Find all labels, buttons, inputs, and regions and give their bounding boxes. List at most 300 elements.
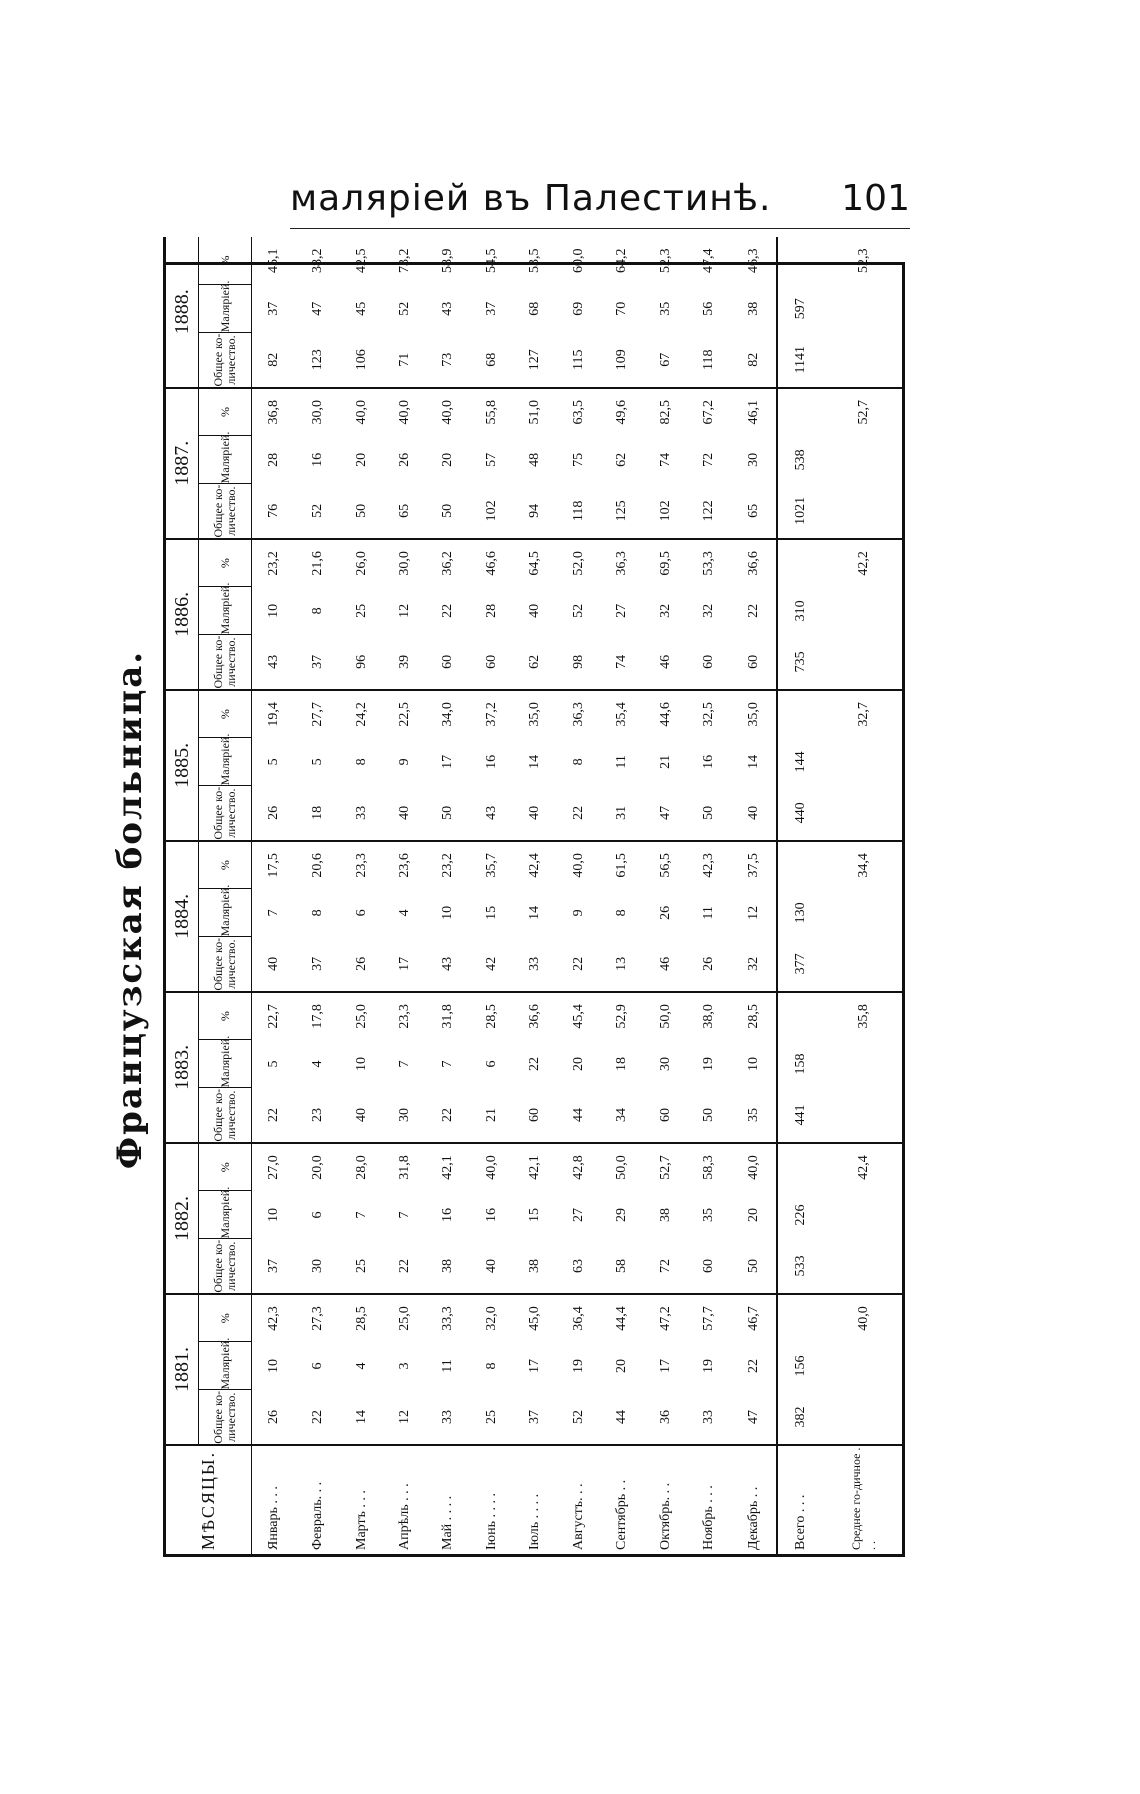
total-count-header: Общее ко-личество.: [199, 635, 252, 690]
total-count-cell: 25: [470, 1390, 513, 1445]
malaria-count-header: Малярiей.: [199, 889, 252, 937]
total-count-cell: 382: [777, 1390, 823, 1445]
percent-cell: 31,8: [440, 1004, 456, 1029]
subheader-row: [199, 237, 252, 1556]
malaria-count-cell: 35: [701, 1207, 717, 1222]
percent-cell: 28,5: [353, 1306, 369, 1331]
year-header: 1887.: [165, 388, 199, 539]
percent-cell: 60,0: [570, 248, 586, 274]
total-count-cell: 102: [470, 484, 513, 539]
malaria-count-header: Малярiей.: [199, 1342, 252, 1390]
malaria-count-cell: 16: [701, 754, 717, 769]
total-count-cell: 735: [777, 635, 823, 690]
malaria-total-cell: 597: [777, 285, 823, 333]
total-count-header: Общее ко-личество.: [199, 333, 252, 388]
percent-cell: 38,2: [310, 248, 326, 274]
average-label: Среднее го-дичное . . .: [849, 1447, 879, 1550]
empty-cell: [823, 635, 905, 690]
malaria-count-header: Малярiей.: [199, 285, 252, 333]
empty-cell: [777, 388, 823, 436]
percent-cell: 42,3: [701, 853, 717, 878]
total-count-cell: 96: [340, 635, 383, 690]
total-count-cell: 62: [514, 635, 557, 690]
total-count-header: Общее ко-личество.: [199, 484, 252, 539]
percent-cell: 50,0: [657, 1004, 673, 1029]
percent-cell: 30,0: [397, 551, 412, 576]
percent-cell: 73,2: [397, 248, 412, 274]
total-count-cell: 58: [601, 1239, 644, 1294]
percent-cell: 42,1: [527, 1155, 543, 1180]
malaria-statistics-table: [163, 237, 905, 1557]
total-count-cell: 65: [383, 484, 426, 539]
month-label: Мартъ . . .: [353, 1490, 369, 1550]
percent-cell: 46,6: [483, 551, 499, 576]
percent-cell: 42,8: [570, 1155, 586, 1180]
average-percent-cell: 52,3: [856, 248, 872, 274]
empty-cell: [823, 333, 905, 388]
month-label: Сентябрь . .: [614, 1479, 630, 1550]
total-count-cell: 1021: [777, 484, 823, 539]
malaria-count-cell: 8: [353, 758, 369, 766]
total-count-cell: 13: [601, 937, 644, 992]
malaria-count-cell: 8: [310, 909, 326, 917]
total-count-cell: 1141: [777, 333, 823, 388]
total-count-cell: 50: [688, 786, 731, 841]
table-row: [731, 237, 777, 1556]
year-header: 1886.: [165, 539, 199, 690]
total-count-cell: 50: [427, 484, 470, 539]
total-count-cell: 60: [731, 635, 777, 690]
percent-cell: 52,0: [570, 551, 586, 576]
month-label: Январь . . .: [266, 1486, 282, 1550]
malaria-count-cell: 7: [397, 1060, 412, 1068]
malaria-count-cell: 69: [570, 301, 586, 316]
malaria-count-cell: 7: [353, 1211, 369, 1219]
empty-cell: [777, 237, 823, 285]
total-count-cell: 123: [296, 333, 339, 388]
total-count-cell: 67: [644, 333, 687, 388]
total-count-cell: 377: [777, 937, 823, 992]
malaria-total-cell: 144: [777, 738, 823, 786]
total-count-cell: 21: [470, 1088, 513, 1143]
average-percent-cell: 42,4: [856, 1155, 872, 1180]
malaria-count-cell: 16: [310, 452, 326, 467]
total-count-cell: 38: [427, 1239, 470, 1294]
malaria-count-cell: 74: [657, 452, 673, 467]
year-header: 1882.: [165, 1143, 199, 1294]
malaria-count-cell: 28: [483, 603, 499, 618]
empty-cell: [823, 484, 905, 539]
malaria-count-cell: 8: [570, 758, 586, 766]
empty-cell: [823, 1390, 905, 1445]
percent-cell: 36,6: [527, 1004, 543, 1029]
total-count-cell: 40: [731, 786, 777, 841]
total-count-cell: 46: [644, 635, 687, 690]
total-count-cell: 60: [644, 1088, 687, 1143]
total-count-cell: 33: [340, 786, 383, 841]
malaria-count-cell: 5: [266, 758, 282, 766]
total-count-cell: 127: [514, 333, 557, 388]
percent-cell: 40,0: [440, 400, 456, 425]
malaria-count-cell: 4: [310, 1060, 326, 1068]
average-percent-cell: 34,4: [856, 853, 872, 878]
percent-cell: 35,0: [745, 702, 761, 727]
percent-cell: 32,5: [701, 702, 717, 727]
malaria-count-cell: 9: [397, 758, 412, 766]
month-label: Апрѣль . . .: [397, 1483, 412, 1550]
percent-cell: 42,1: [440, 1155, 456, 1180]
malaria-total-cell: 310: [777, 587, 823, 635]
percent-cell: 23,2: [440, 853, 456, 878]
year-header: 1888.: [165, 237, 199, 388]
empty-cell: [823, 1191, 905, 1239]
malaria-count-cell: 16: [483, 754, 499, 769]
malaria-count-cell: 12: [397, 603, 412, 618]
malaria-count-header: Малярiей.: [199, 436, 252, 484]
month-label: Августъ. . .: [570, 1483, 586, 1550]
total-count-cell: 34: [601, 1088, 644, 1143]
table-row: [252, 237, 297, 1556]
page-header: [290, 178, 910, 224]
malaria-count-cell: 70: [614, 301, 630, 316]
percent-cell: 38,0: [701, 1004, 717, 1029]
total-count-cell: 40: [470, 1239, 513, 1294]
empty-cell: [823, 1088, 905, 1143]
malaria-count-cell: 25: [353, 603, 369, 618]
malaria-count-cell: 30: [745, 452, 761, 467]
empty-cell: [777, 539, 823, 587]
percent-cell: 23,2: [266, 551, 282, 576]
malaria-count-cell: 26: [397, 452, 412, 467]
total-count-cell: 26: [688, 937, 731, 992]
empty-cell: [823, 889, 905, 937]
total-count-cell: 44: [557, 1088, 600, 1143]
table-row: [514, 237, 557, 1556]
total-count-cell: 122: [688, 484, 731, 539]
percent-cell: 47,2: [657, 1306, 673, 1331]
malaria-count-cell: 18: [614, 1056, 630, 1071]
year-header-row: [165, 237, 199, 1556]
malaria-count-cell: 5: [310, 758, 326, 766]
malaria-count-cell: 20: [614, 1359, 630, 1373]
percent-cell: 58,9: [440, 248, 456, 274]
total-count-cell: 12: [383, 1390, 426, 1445]
malaria-count-cell: 10: [745, 1056, 761, 1071]
percent-cell: 45,0: [527, 1306, 543, 1331]
percent-cell: 47,4: [701, 248, 717, 274]
total-count-cell: 65: [731, 484, 777, 539]
total-count-cell: 82: [731, 333, 777, 388]
malaria-total-cell: 158: [777, 1040, 823, 1088]
percent-cell: 25,0: [353, 1004, 369, 1029]
malaria-count-cell: 22: [745, 1359, 761, 1373]
year-header: 1885.: [165, 690, 199, 841]
total-count-cell: 125: [601, 484, 644, 539]
percent-cell: 24,2: [353, 702, 369, 727]
malaria-count-cell: 8: [310, 607, 326, 615]
malaria-count-header: Малярiей.: [199, 1040, 252, 1088]
percent-cell: 27,0: [266, 1155, 282, 1180]
malaria-count-cell: 12: [745, 905, 761, 920]
percent-cell: 61,5: [614, 853, 630, 878]
malaria-count-cell: 52: [397, 301, 412, 316]
malaria-count-cell: 8: [614, 909, 630, 917]
malaria-count-cell: 17: [440, 754, 456, 769]
percent-cell: 46,1: [745, 400, 761, 425]
malaria-count-cell: 20: [353, 452, 369, 467]
percent-cell: 30,0: [310, 400, 326, 425]
total-count-cell: 533: [777, 1239, 823, 1294]
malaria-count-cell: 11: [440, 1359, 456, 1373]
empty-cell: [777, 841, 823, 889]
malaria-total-cell: 130: [777, 889, 823, 937]
malaria-count-cell: 37: [266, 301, 282, 316]
malaria-count-header: Малярiей.: [199, 587, 252, 635]
total-count-cell: 52: [557, 1390, 600, 1445]
total-count-cell: 36: [644, 1390, 687, 1445]
percent-cell: 20,0: [310, 1155, 326, 1180]
malaria-count-cell: 47: [310, 301, 326, 316]
total-count-cell: 33: [514, 937, 557, 992]
total-count-cell: 72: [644, 1239, 687, 1294]
total-count-cell: 60: [688, 1239, 731, 1294]
percent-cell: 34,0: [440, 702, 456, 727]
malaria-count-cell: 10: [440, 905, 456, 920]
percent-cell: 36,6: [745, 551, 761, 576]
average-percent-cell: 35,8: [856, 1004, 872, 1029]
average-percent-cell: 52,7: [856, 400, 872, 425]
total-count-cell: 37: [252, 1239, 297, 1294]
empty-cell: [823, 1342, 905, 1390]
percent-header: %: [199, 992, 252, 1040]
total-count-cell: 33: [427, 1390, 470, 1445]
percent-cell: 28,5: [483, 1004, 499, 1029]
malaria-count-cell: 57: [483, 452, 499, 467]
percent-cell: 23,6: [397, 853, 412, 878]
malaria-count-cell: 11: [701, 906, 717, 920]
malaria-count-cell: 68: [527, 301, 543, 316]
percent-cell: 17,5: [266, 853, 282, 878]
malaria-count-cell: 30: [657, 1056, 673, 1071]
percent-header: %: [199, 841, 252, 889]
total-count-cell: 26: [252, 1390, 297, 1445]
total-count-cell: 43: [252, 635, 297, 690]
percent-cell: 40,0: [483, 1155, 499, 1180]
percent-cell: 52,9: [614, 1004, 630, 1029]
average-row: [823, 237, 905, 1556]
total-count-cell: 46: [644, 937, 687, 992]
malaria-count-cell: 14: [527, 905, 543, 920]
percent-cell: 40,0: [570, 853, 586, 878]
total-count-cell: 22: [383, 1239, 426, 1294]
total-count-cell: 118: [688, 333, 731, 388]
empty-cell: [823, 285, 905, 333]
percent-cell: 32,0: [483, 1306, 499, 1331]
page-number: 101: [841, 178, 910, 219]
malaria-count-header: Малярiей.: [199, 738, 252, 786]
percent-cell: 64,2: [614, 248, 630, 274]
percent-cell: 37,2: [483, 702, 499, 727]
total-count-cell: 22: [557, 937, 600, 992]
percent-cell: 26,0: [353, 551, 369, 576]
malaria-count-cell: 38: [745, 301, 761, 316]
total-count-cell: 40: [252, 937, 297, 992]
empty-cell: [777, 690, 823, 738]
malaria-count-cell: 15: [527, 1207, 543, 1222]
malaria-count-cell: 56: [701, 301, 717, 316]
total-count-header: Общее ко-личество.: [199, 1390, 252, 1445]
percent-cell: 33,3: [440, 1306, 456, 1331]
malaria-count-cell: 72: [701, 452, 717, 467]
month-label: Ноябрь . . .: [701, 1485, 717, 1550]
malaria-count-cell: 14: [527, 754, 543, 769]
percent-cell: 40,0: [397, 400, 412, 425]
percent-cell: 42,3: [266, 1306, 282, 1331]
malaria-count-cell: 26: [657, 905, 673, 920]
malaria-count-cell: 6: [353, 909, 369, 917]
empty-cell: [777, 1294, 823, 1342]
total-count-cell: 23: [296, 1088, 339, 1143]
total-count-cell: 50: [731, 1239, 777, 1294]
malaria-count-cell: 14: [745, 754, 761, 769]
percent-cell: 35,7: [483, 853, 499, 878]
malaria-count-cell: 6: [310, 1211, 326, 1219]
month-label: Iюль . . . .: [527, 1493, 543, 1550]
total-count-cell: 106: [340, 333, 383, 388]
total-count-cell: 38: [514, 1239, 557, 1294]
malaria-count-cell: 10: [266, 603, 282, 618]
percent-cell: 27,3: [310, 1306, 326, 1331]
total-count-cell: 22: [252, 1088, 297, 1143]
percent-cell: 28,0: [353, 1155, 369, 1180]
malaria-count-cell: 21: [657, 754, 673, 769]
total-count-header: Общее ко-личество.: [199, 786, 252, 841]
malaria-count-cell: 9: [570, 909, 586, 917]
total-count-cell: 22: [296, 1390, 339, 1445]
percent-cell: 35,4: [614, 702, 630, 727]
percent-cell: 44,6: [657, 702, 673, 727]
percent-cell: 49,6: [614, 400, 630, 425]
percent-cell: 45,1: [266, 248, 282, 274]
malaria-count-cell: 19: [701, 1056, 717, 1071]
malaria-count-cell: 16: [440, 1207, 456, 1222]
total-count-cell: 74: [601, 635, 644, 690]
malaria-count-cell: 19: [701, 1359, 717, 1373]
total-count-header: Общее ко-личество.: [199, 1088, 252, 1143]
total-count-cell: 33: [688, 1390, 731, 1445]
percent-header: %: [199, 1294, 252, 1342]
malaria-count-cell: 8: [483, 1362, 499, 1370]
malaria-count-cell: 45: [353, 301, 369, 316]
percent-header: %: [199, 388, 252, 436]
percent-cell: 52,3: [657, 248, 673, 274]
table-row: [470, 237, 513, 1556]
total-count-cell: 109: [601, 333, 644, 388]
total-count-cell: 73: [427, 333, 470, 388]
malaria-count-cell: 20: [570, 1056, 586, 1071]
malaria-count-cell: 28: [266, 452, 282, 467]
malaria-count-cell: 17: [527, 1359, 543, 1373]
malaria-count-cell: 20: [440, 452, 456, 467]
malaria-count-cell: 10: [266, 1207, 282, 1222]
running-title: малярiей въ Палестинѣ.: [290, 178, 772, 219]
total-count-cell: 40: [383, 786, 426, 841]
total-count-cell: 102: [644, 484, 687, 539]
table-row: [644, 237, 687, 1556]
malaria-count-cell: 10: [353, 1056, 369, 1071]
malaria-count-cell: 7: [266, 909, 282, 917]
month-label: Февраль. . .: [310, 1481, 326, 1550]
average-percent-cell: 32,7: [856, 702, 872, 727]
malaria-count-cell: 20: [745, 1207, 761, 1222]
total-count-cell: 31: [601, 786, 644, 841]
table-row: [383, 237, 426, 1556]
percent-cell: 22,7: [266, 1004, 282, 1029]
percent-cell: 55,8: [483, 400, 499, 425]
percent-header: %: [199, 539, 252, 587]
total-count-cell: 18: [296, 786, 339, 841]
total-count-cell: 50: [427, 786, 470, 841]
empty-cell: [823, 786, 905, 841]
percent-cell: 36,3: [570, 702, 586, 727]
percent-cell: 36,8: [266, 400, 282, 425]
month-label: Iюнь . . . .: [483, 1493, 499, 1550]
empty-cell: [777, 1143, 823, 1191]
total-count-cell: 37: [514, 1390, 557, 1445]
percent-cell: 40,0: [353, 400, 369, 425]
percent-header: %: [199, 690, 252, 738]
malaria-count-cell: 4: [353, 1362, 369, 1370]
malaria-count-header: Малярiей.: [199, 1191, 252, 1239]
percent-cell: 52,7: [657, 1155, 673, 1180]
table-row: [427, 237, 470, 1556]
percent-cell: 63,5: [570, 400, 586, 425]
percent-header: %: [199, 1143, 252, 1191]
malaria-count-cell: 27: [614, 603, 630, 618]
total-count-cell: 60: [427, 635, 470, 690]
malaria-count-cell: 40: [527, 603, 543, 618]
total-count-cell: 17: [383, 937, 426, 992]
year-header: 1884.: [165, 841, 199, 992]
total-count-cell: 43: [470, 786, 513, 841]
empty-cell: [823, 587, 905, 635]
percent-cell: 56,5: [657, 853, 673, 878]
percent-cell: 21,6: [310, 551, 326, 576]
total-count-cell: 47: [731, 1390, 777, 1445]
table-row: [340, 237, 383, 1556]
total-count-cell: 47: [644, 786, 687, 841]
percent-header: %: [199, 237, 252, 285]
total-count-cell: 60: [470, 635, 513, 690]
percent-cell: 36,2: [440, 551, 456, 576]
empty-cell: [823, 937, 905, 992]
percent-cell: 19,4: [266, 702, 282, 727]
empty-cell: [823, 1239, 905, 1294]
percent-cell: 53,3: [701, 551, 717, 576]
table-row: [601, 237, 644, 1556]
percent-cell: 64,5: [527, 551, 543, 576]
empty-cell: [823, 1040, 905, 1088]
total-count-header: Общее ко-личество.: [199, 937, 252, 992]
total-count-cell: 26: [340, 937, 383, 992]
percent-cell: 23,3: [397, 1004, 412, 1029]
total-count-cell: 42: [470, 937, 513, 992]
table-row: [296, 237, 339, 1556]
empty-cell: [823, 738, 905, 786]
percent-cell: 40,0: [745, 1155, 761, 1180]
total-count-cell: 14: [340, 1390, 383, 1445]
year-header: 1883.: [165, 992, 199, 1143]
